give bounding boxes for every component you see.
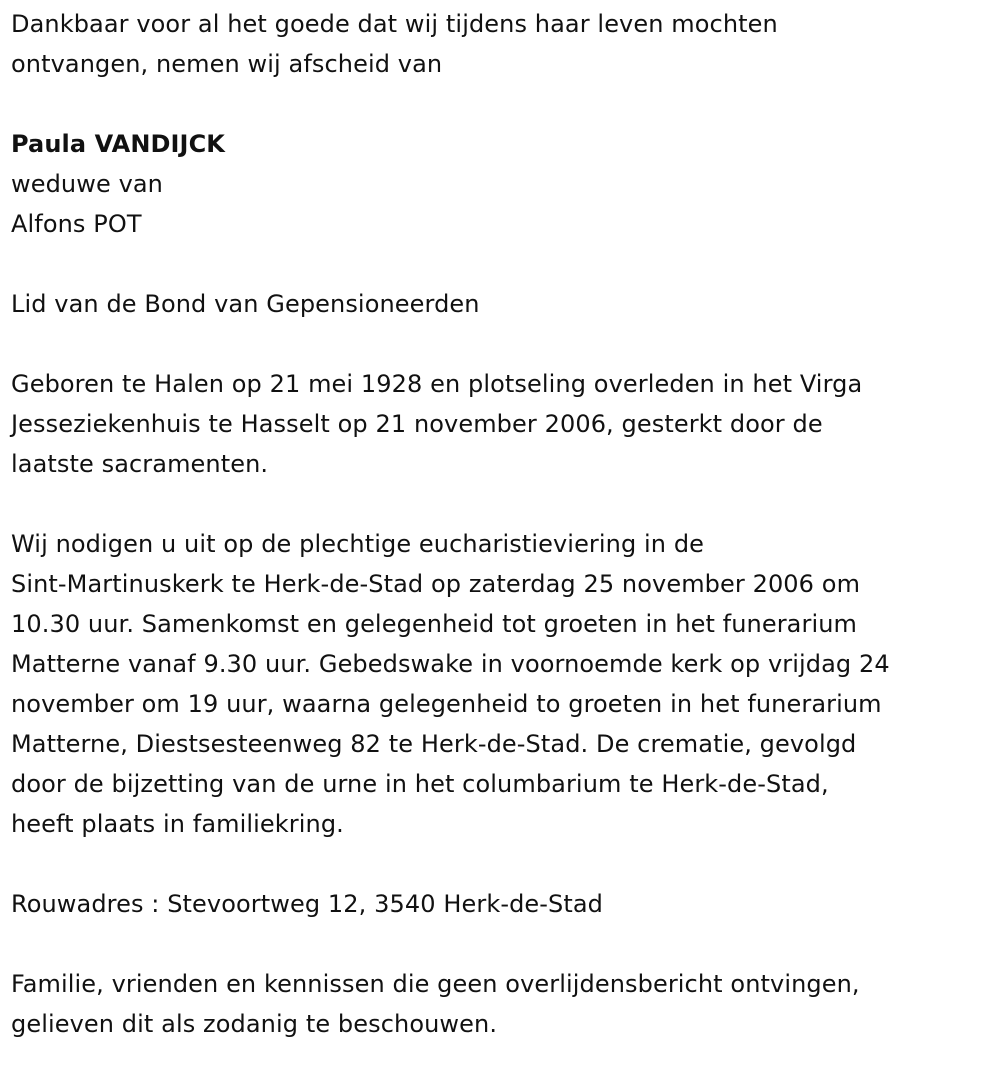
relation-text: weduwe van [11, 170, 163, 198]
ceremony-line-6: Matterne, Diestsesteenweg 82 te Herk-de-Stad. De crematie, gevolgd [11, 730, 857, 758]
spacer [11, 244, 991, 284]
membership-text: Lid van de Bond van Gepensioneerden [11, 290, 480, 318]
obituary-notice [11, 4, 991, 1044]
ceremony-line-7: door de bijzetting van de urne in het columbarium te Herk-de-Stad, [11, 770, 829, 798]
closing-line-1: Familie, vrienden en kennissen die geen overlijdensbericht ontvingen, [11, 970, 860, 998]
spacer [11, 324, 991, 364]
birth-death-line-3: laatste sacramenten. [11, 450, 269, 478]
spacer [11, 844, 991, 884]
intro-line-1: Dankbaar voor al het goede dat wij tijdens haar leven mochten [11, 10, 778, 38]
birth-death-line-2: Jesseziekenhuis te Hasselt op 21 november 2006, gesterkt door de [11, 410, 823, 438]
spacer [11, 84, 991, 124]
spacer [11, 924, 991, 964]
ceremony-line-8: heeft plaats in familiekring. [11, 810, 344, 838]
deceased-name: Paula VANDIJCK [11, 130, 226, 158]
ceremony-line-2: Sint-Martinuskerk te Herk-de-Stad op zaterdag 25 november 2006 om [11, 570, 861, 598]
birth-death-line-1: Geboren te Halen op 21 mei 1928 en plotseling overleden in het Virga [11, 370, 863, 398]
ceremony-line-1: Wij nodigen u uit op de plechtige eucharistieviering in de [11, 530, 705, 558]
ceremony-line-5: november om 19 uur, waarna gelegenheid to groeten in het funerarium [11, 690, 882, 718]
ceremony-line-3: 10.30 uur. Samenkomst en gelegenheid tot groeten in het funerarium [11, 610, 858, 638]
spouse-name: Alfons POT [11, 210, 142, 238]
closing-line-2: gelieven dit als zodanig te beschouwen. [11, 1010, 498, 1038]
spacer [11, 484, 991, 524]
ceremony-line-4: Matterne vanaf 9.30 uur. Gebedswake in voornoemde kerk op vrijdag 24 [11, 650, 890, 678]
mourning-address: Rouwadres : Stevoortweg 12, 3540 Herk-de-Stad [11, 890, 604, 918]
intro-line-2: ontvangen, nemen wij afscheid van [11, 50, 443, 78]
